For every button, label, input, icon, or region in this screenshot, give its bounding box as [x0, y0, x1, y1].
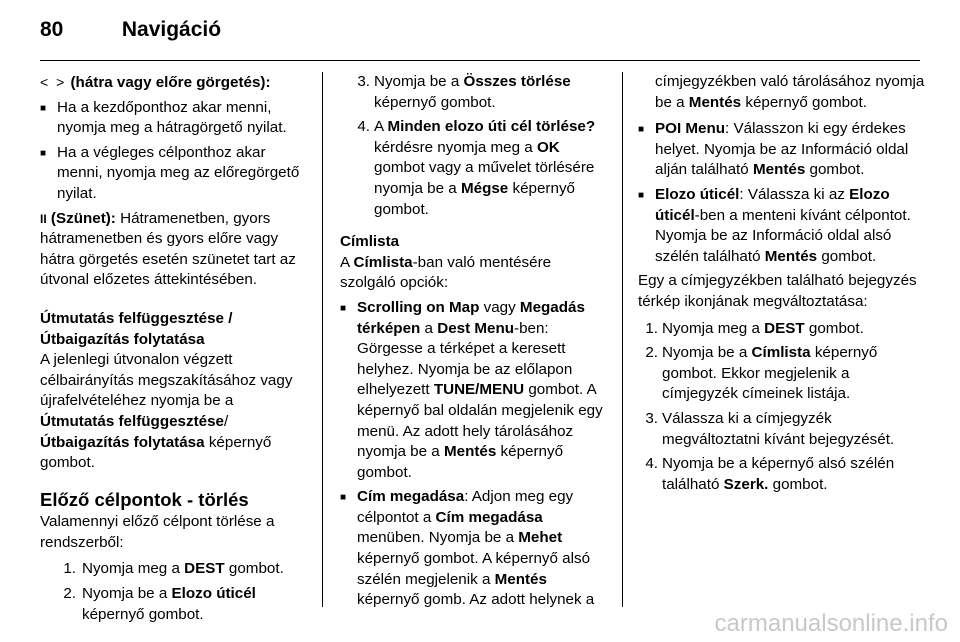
- continued-paragraph: címjegyzékben való tárolásához nyomja be a Mentés képernyő gombot.: [655, 73, 925, 111]
- list-item: ■ Cím megadása: Adjon meg egy célpontot a Cím megadása menüben. Nyomja be a Mehet képernyő gombot. A képernyő alsó szélén megjelenik a Mentés képernyő gomb. Az adott helynek a: [340, 487, 610, 611]
- list-item: ■ Elozo úticél: Válassza ki az Elozo úticél-ben a menteni kívánt célpontot. Nyomja be az Információ oldal alsó szélén található Mentés gombot.: [638, 185, 928, 267]
- guidance-paragraph: A jelenlegi útvonalon végzett célbairányítás megszakításához vagy újrafelvételéhez nyomja be a Útmutatás felfüggesztése/ Útbaigazítás folytatása képernyő gombot.: [40, 351, 293, 472]
- pause-paragraph: II (Szünet): Hátramenetben, gyors hátramenetben és gyors előre vagy hátra görgetés esetén szünetet tart az útvonal előzetes áttekintésében.: [40, 209, 296, 289]
- column-1: [40, 72, 310, 629]
- watermark: carmanualsonline.info: [714, 610, 948, 637]
- page-number: 80: [40, 18, 64, 41]
- numbered-step: 3. Nyomja be a Összes törlése képernyő gombot.: [357, 73, 571, 111]
- icon-paragraph: Egy a címjegyzékben található bejegyzés térkép ikonjának megváltoztatása:: [638, 272, 917, 310]
- numbered-step: 1. Nyomja meg a DEST gombot.: [63, 560, 284, 578]
- scroll-arrows-icon: < >: [40, 74, 67, 90]
- scroll-label: < > (hátra vagy előre görgetés):: [40, 74, 271, 91]
- list-item: ■ Ha a kezdőponthoz akar menni, nyomja meg a hátragörgető nyilat.: [40, 98, 310, 139]
- header-rule: [40, 60, 920, 61]
- column-divider: [322, 72, 323, 607]
- numbered-step: 4. Nyomja be a képernyő alsó szélén található Szerk. gombot.: [645, 455, 895, 493]
- numbered-step: 2. Nyomja be a Címlista képernyő gombot. Ekkor megjelenik a címjegyzék címeinek listája.: [645, 344, 878, 403]
- numbered-step: 1. Nyomja meg a DEST gombot.: [645, 319, 864, 337]
- prev-paragraph: Valamennyi előző célpont törlése a rendszerből:: [40, 513, 275, 551]
- page-header: [40, 18, 221, 42]
- list-item: ■ Ha a végleges célponthoz akar menni, nyomja meg az előregörgető nyilat.: [40, 143, 310, 205]
- address-heading: Címlista: [340, 233, 400, 251]
- section-heading: Előző célpontok - törlés: [40, 488, 249, 510]
- numbered-step: 2. Nyomja be a Elozo úticél képernyő gombot.: [63, 585, 256, 623]
- list-item: ■ POI Menu: Válasszon ki egy érdekes helyet. Nyomja be az Információ oldal alján található Mentés gombot.: [638, 119, 928, 181]
- page-title: Navigáció: [121, 18, 222, 41]
- column-3: [638, 72, 928, 499]
- pause-icon: II: [40, 211, 47, 226]
- numbered-step: 4. A Minden elozo úti cél törlése? kérdésre nyomja meg a OK gombot vagy a művelet törlésére nyomja be a Mégse képernyő gombot.: [357, 118, 596, 218]
- guidance-heading: Útmutatás felfüggesztése /: [40, 309, 233, 327]
- list-item: ■ Scrolling on Map vagy Megadás térképen a Dest Menu-ben: Görgesse a térképet a keresett helyhez. Nyomja be az előlapon elhelyezett TUNE/MENU gombot. A képernyő bal oldalán megjelenik egy menü. Az adott hely tárolásához nyomja be a Mentés képernyő gombot.: [340, 298, 610, 483]
- numbered-step: 3. Válassza ki a címjegyzék megváltoztatni kívánt bejegyzését.: [645, 409, 895, 448]
- column-divider: [622, 72, 623, 607]
- column-2: [340, 72, 610, 615]
- guidance-heading-2: Útbaigazítás folytatása: [40, 330, 205, 348]
- address-paragraph: A Címlista-ban való mentésére szolgáló opciók:: [340, 253, 552, 292]
